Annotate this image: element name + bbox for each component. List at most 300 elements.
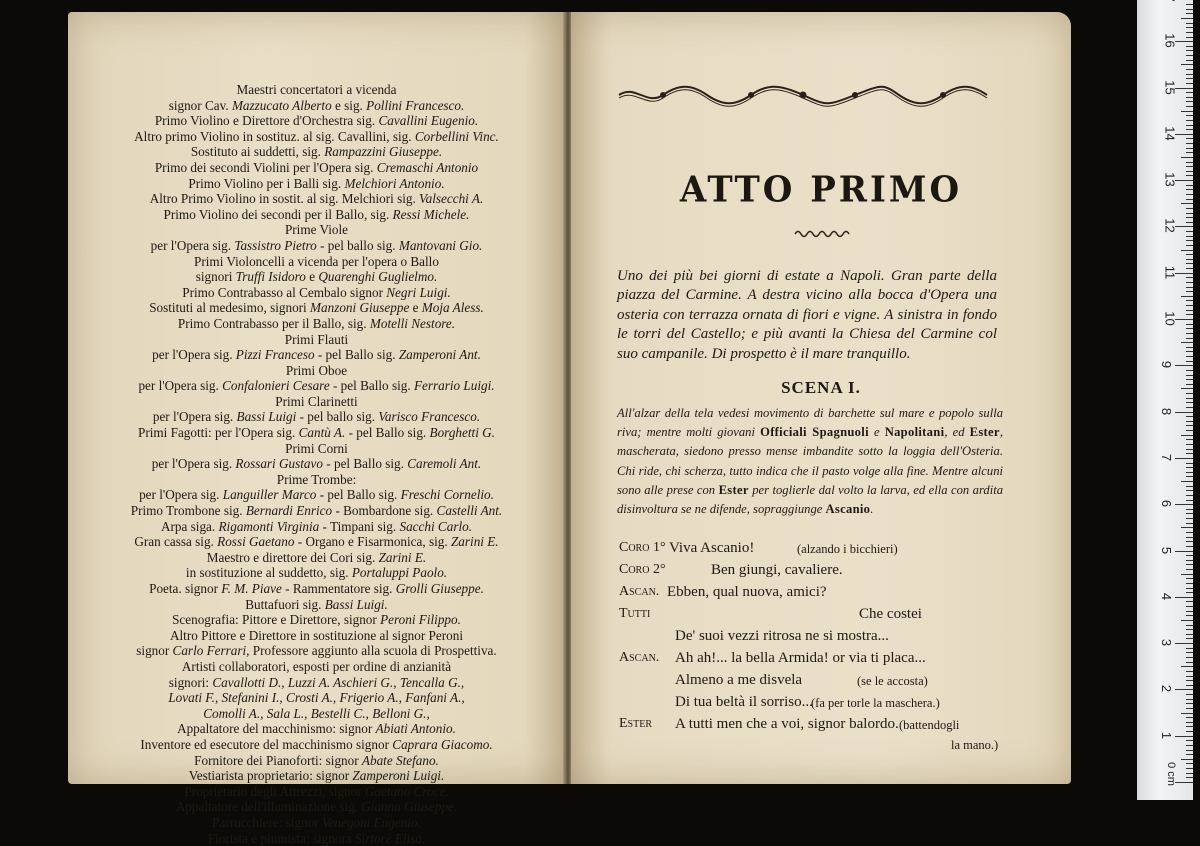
credit-text: per l'Opera sig. (152, 347, 236, 362)
ruler-tick (1186, 222, 1193, 223)
ruler-tick (1181, 574, 1193, 575)
dialogue-line (619, 716, 1019, 738)
ruler-tick (1186, 23, 1193, 24)
ruler-tick (1186, 467, 1193, 468)
speaker-name: Coro 2° (619, 562, 666, 578)
ruler-tick (1186, 115, 1193, 116)
ruler-tick (1186, 300, 1193, 301)
credit-name: Pollini Francesco. (366, 98, 464, 113)
scene-description: Uno dei più bei giorni di estate a Napoli. Gran parte della piazza del Carmine. A destra vicino alla bocca d'Opera una osteria con terrazza ornata di fiori e vigne. A sinistra in fondo le torri del Castello; e più avanti la Chiesa del Carmine col suo campanile. Di prospetto è il mare tranquillo. (617, 267, 997, 364)
credit-text: Artisti collaboratori, esposti per ordine di anzianità (182, 659, 451, 674)
ruler-tick (1181, 111, 1193, 112)
dialogue-text: Almeno a me disvela (675, 672, 802, 689)
ruler-tick (1186, 537, 1193, 538)
scene-heading: SCENA I. (571, 378, 1071, 398)
ruler-tick (1186, 240, 1193, 241)
credit-line (68, 690, 565, 706)
ruler-tick (1175, 458, 1193, 459)
ruler-number (1163, 0, 1178, 2)
ruler-tick (1186, 541, 1193, 542)
credit-text: Primi Flauti (285, 332, 348, 347)
ruler-tick (1175, 551, 1193, 552)
ruler-tick (1186, 745, 1193, 746)
ruler-tick (1181, 759, 1193, 760)
credit-line (68, 487, 565, 503)
ruler-tick (1186, 213, 1193, 214)
credits-list (68, 82, 565, 846)
title-squiggle (793, 228, 853, 240)
ruler-tick (1186, 555, 1193, 556)
credit-name: Valsecchi A. (419, 191, 483, 206)
credit-line (68, 643, 565, 659)
credit-name: Languiller Marco (223, 487, 317, 502)
dialogue-text: Ah ah!... la bella Armida! or via ti placa... (675, 650, 926, 667)
credit-text: Altro Primo Violino in sostit. al sig. Melchiori sig. (150, 191, 419, 206)
ruler-number: 3 (1159, 639, 1174, 646)
ruler-tick (1181, 203, 1193, 204)
ruler-tick (1175, 597, 1193, 598)
credit-text: - pel Ballo sig. (315, 347, 399, 362)
credit-line (68, 82, 565, 98)
credit-line (68, 799, 565, 815)
credit-name: Tassistro Pietro (234, 238, 316, 253)
dialogue-text: Viva Ascanio! (669, 540, 754, 557)
ruler-tick (1186, 476, 1193, 477)
credit-text: Sostituto ai suddetti, sig. (191, 144, 324, 159)
ruler-tick (1186, 152, 1193, 153)
ruler-tick (1186, 606, 1193, 607)
ruler-tick (1186, 379, 1193, 380)
speaker-name: Coro 1° (619, 540, 666, 556)
credit-name: Cavallotti D., Luzzi A. Aschieri G., Tencalla G., (212, 675, 464, 690)
ruler-tick (1186, 217, 1193, 218)
credit-name: Bassi Luigi. (325, 597, 388, 612)
credit-name: Motelli Nestore. (370, 316, 455, 331)
ruler-tick (1181, 666, 1193, 667)
credit-text: signori: (169, 675, 213, 690)
ruler-tick (1175, 782, 1193, 783)
right-page (571, 12, 1071, 784)
ruler-tick (1186, 393, 1193, 394)
ruler-tick (1186, 9, 1193, 10)
ruler-tick (1186, 564, 1193, 565)
ruler-tick (1186, 277, 1193, 278)
credit-line (68, 207, 565, 223)
character-name: Ascanio (825, 502, 870, 516)
credit-text: per l'Opera sig. (151, 238, 235, 253)
credit-name: Zamperoni Luigi. (352, 768, 444, 783)
dialogue-direction: (alzando i bicchieri) (797, 542, 898, 557)
dialogue-text: De' suoi vezzi ritrosa ne si mostra... (675, 628, 889, 645)
ruler-tick (1186, 439, 1193, 440)
ruler-tick (1181, 296, 1193, 297)
stage-text: , ed (944, 425, 969, 439)
credit-text: in sostituzione al suddetto, sig. (186, 565, 352, 580)
ruler-tick (1186, 611, 1193, 612)
ruler-tick (1186, 259, 1193, 260)
credit-line (68, 784, 565, 800)
ruler-number: 12 (1163, 219, 1178, 233)
credit-name: Sirtorè Elisa. (355, 831, 425, 846)
credit-line (68, 519, 565, 535)
ruler-tick (1186, 726, 1193, 727)
ruler-tick (1186, 194, 1193, 195)
credit-text: Primo Trombone sig. (131, 503, 246, 518)
ruler-tick (1186, 560, 1193, 561)
dialogue-line (619, 584, 1019, 606)
ruler-tick (1181, 342, 1193, 343)
credit-line (68, 394, 565, 410)
ruler-tick (1186, 351, 1193, 352)
ruler-tick (1186, 13, 1193, 14)
ruler-tick (1186, 305, 1193, 306)
credit-line (68, 815, 565, 831)
credit-name: Lovati F., Stefanini I., Crosti A., Frigerio A., Fanfani A., (168, 690, 464, 705)
credit-text: - pel Ballo sig. (330, 378, 414, 393)
ruler-tick (1186, 236, 1193, 237)
ruler-tick (1186, 629, 1193, 630)
credit-name: Quarenghi Guglielmo. (318, 269, 437, 284)
credit-text: Maestri concertatori a vicenda (236, 82, 396, 97)
credit-line (68, 768, 565, 784)
ruler-tick (1186, 652, 1193, 653)
ruler-tick (1186, 324, 1193, 325)
credit-line (68, 409, 565, 425)
ruler-tick (1186, 763, 1193, 764)
ruler-tick (1186, 685, 1193, 686)
credit-name: Rigamonti Virginia (219, 519, 320, 534)
ruler-tick (1186, 425, 1193, 426)
ruler-tick (1186, 370, 1193, 371)
ruler-tick (1186, 569, 1193, 570)
ruler-tick (1186, 546, 1193, 547)
credit-name: Freschi Cornelio. (401, 487, 494, 502)
credit-name: Gianna Giuseppe. (361, 799, 457, 814)
ruler-tick (1186, 777, 1193, 778)
credit-line (68, 129, 565, 145)
credit-name: Caremoli Ant. (407, 456, 481, 471)
dialogue-direction: la mano.) (951, 738, 998, 753)
dialogue-text: Che costei (859, 606, 922, 623)
ruler-tick (1186, 449, 1193, 450)
dialogue-line (619, 694, 1019, 716)
ruler-tick (1186, 166, 1193, 167)
ruler-tick (1186, 138, 1193, 139)
credit-text: Altro Pittore e Direttore in sostituzione al signor Peroni (170, 628, 463, 643)
ruler-tick (1186, 513, 1193, 514)
ruler-tick (1186, 125, 1193, 126)
credit-name: Bassi Luigi (237, 409, 297, 424)
ruler-number: 11 (1162, 265, 1177, 279)
left-page (68, 12, 565, 784)
ruler-tick (1186, 615, 1193, 616)
ruler-tick (1186, 314, 1193, 315)
credit-text: - Rammentatore sig. (282, 581, 396, 596)
ruler-tick (1186, 731, 1193, 732)
credit-text: Buttafuori sig. (245, 597, 325, 612)
credit-name: Zarini E. (379, 550, 427, 565)
credit-name: Zamperoni Ant. (399, 347, 481, 362)
credit-text: a (206, 519, 212, 534)
ruler-tick (1181, 527, 1193, 528)
ruler-tick (1186, 657, 1193, 658)
credit-text: Vestiarista proprietario: signor (189, 768, 353, 783)
credit-name: Ferrario Luigi. (414, 378, 495, 393)
ruler-tick (1186, 384, 1193, 385)
ruler-number: 8 (1159, 407, 1174, 414)
credit-line (68, 456, 565, 472)
ruler-tick (1186, 416, 1193, 417)
ruler-tick (1186, 375, 1193, 376)
ruler-tick (1186, 287, 1193, 288)
ruler-tick (1186, 143, 1193, 144)
dialogue-line (619, 540, 1019, 562)
ruler-tick (1186, 648, 1193, 649)
credit-text: signor (136, 643, 172, 658)
ruler-tick (1186, 69, 1193, 70)
credit-name: Gaetano Croce. (365, 784, 449, 799)
ruler-tick (1186, 518, 1193, 519)
credit-text: - pel ballo sig. (317, 238, 399, 253)
ruler-tick (1186, 46, 1193, 47)
credit-text: per l'Opera sig. (153, 409, 237, 424)
credit-text: Primi Fagotti: per l'Opera sig. (138, 425, 299, 440)
ruler-tick (1186, 430, 1193, 431)
credit-text: per l'Opera sig. (138, 378, 222, 393)
ruler-tick (1175, 412, 1193, 413)
credit-line (68, 222, 565, 238)
ruler-tick (1175, 643, 1193, 644)
credit-name: Peroni Filippo. (380, 612, 461, 627)
ruler-tick (1181, 64, 1193, 65)
credit-name: Comolli A., Sala L., Bestelli C., Belloni G., (203, 706, 430, 721)
character-name: Ester (719, 483, 749, 497)
ruler-tick (1186, 398, 1193, 399)
character-name: Officiali Spagnuoli (760, 425, 869, 439)
ruler-tick (1186, 578, 1193, 579)
credit-text: . (212, 519, 219, 534)
speaker-name: Tutti (619, 606, 650, 622)
ruler-tick (1186, 175, 1193, 176)
credit-text: - pel ballo sig. (296, 409, 378, 424)
ruler-tick (1175, 504, 1193, 505)
credit-line (68, 706, 565, 722)
credit-text: Primi Violoncelli a vicenda per l'opera o Ballo (194, 254, 439, 269)
ruler-tick (1186, 676, 1193, 677)
dialogue-direction: (battendogli (899, 718, 959, 733)
credit-name: Cremaschi Antonio (377, 160, 478, 175)
ruler-tick (1186, 694, 1193, 695)
credit-line (68, 597, 565, 613)
ruler-tick (1186, 722, 1193, 723)
ruler-number: 9 (1159, 361, 1174, 368)
credit-name: Confalonieri Cesare (222, 378, 330, 393)
ruler-tick (1186, 60, 1193, 61)
credit-name: Portaluppi Paolo. (352, 565, 447, 580)
ruler-tick (1186, 328, 1193, 329)
credit-text: - pel Ballo sig. (323, 456, 407, 471)
ruler-tick (1186, 333, 1193, 334)
credit-line (68, 503, 565, 519)
dialogue-line (619, 672, 1019, 694)
ruler-number: 16 (1163, 33, 1178, 47)
ruler-tick (1186, 78, 1193, 79)
ruler-tick (1186, 402, 1193, 403)
ruler-tick (1186, 625, 1193, 626)
ruler-tick (1186, 638, 1193, 639)
ruler-tick (1186, 268, 1193, 269)
credit-line (68, 144, 565, 160)
credit-text: Primo Violino dei secondi per il Ballo, sig. (164, 207, 393, 222)
ruler-tick (1186, 291, 1193, 292)
stage-text: per toglierle dal volto la larva, ed ella con ardita disinvoltura se ne difende, sopraggiunge (617, 483, 1003, 516)
ruler-tick (1186, 662, 1193, 663)
ruler-tick (1186, 601, 1193, 602)
credit-name: Pizzi Franceso (236, 347, 315, 362)
credit-text: Primo Violino e Direttore d'Orchestra sig. (155, 113, 379, 128)
credit-text: Arpa sig (161, 519, 206, 534)
ruler-tick (1186, 282, 1193, 283)
ruler-number: 4 (1159, 593, 1174, 600)
credit-text: Prime Viole (285, 222, 348, 237)
credit-line (68, 238, 565, 254)
ruler-number: 5 (1159, 546, 1174, 553)
ruler-tick (1186, 634, 1193, 635)
ruler-tick (1186, 148, 1193, 149)
stage-direction (617, 404, 1003, 519)
ruler-tick (1186, 254, 1193, 255)
credit-text: - pel Ballo sig. (345, 425, 429, 440)
credit-text: e (306, 269, 318, 284)
credit-name: Melchiori Antonio. (345, 176, 445, 191)
stage-text: . (870, 502, 873, 516)
credit-text: Primo Contrabasso per il Ballo, sig. (178, 316, 370, 331)
credit-line (68, 160, 565, 176)
ruler-tick (1186, 27, 1193, 28)
ruler-tick (1186, 310, 1193, 311)
ruler-tick (1181, 435, 1193, 436)
credit-name: Truffi Isidoro (236, 269, 306, 284)
credit-text: Primi Clarinetti (275, 394, 357, 409)
credit-name: Caprara Giacomo. (392, 737, 492, 752)
header-ornament (615, 82, 991, 108)
ruler-tick (1186, 361, 1193, 362)
measuring-ruler (1137, 0, 1193, 800)
credit-line (68, 254, 565, 270)
credit-name: F. M. Piave (221, 581, 282, 596)
credit-name: Sacchi Carlo. (399, 519, 472, 534)
ruler-tick (1186, 347, 1193, 348)
ruler-tick (1186, 356, 1193, 357)
credit-text: per l'Opera sig. (139, 487, 223, 502)
ruler-tick (1186, 463, 1193, 464)
credit-line (68, 534, 565, 550)
credit-name: Carlo Ferrari, (173, 643, 250, 658)
ruler-tick (1186, 231, 1193, 232)
dialogue-line (619, 562, 1019, 584)
ruler-unit: 0 cm (1165, 762, 1177, 786)
credit-text: Inventore ed esecutore del macchinismo signor (140, 737, 392, 752)
credit-line (68, 737, 565, 753)
speaker-name: Ascan. (619, 650, 659, 666)
dialogue-line (619, 606, 1019, 628)
dialogue-text: Ebben, qual nuova, amici? (667, 584, 827, 601)
credit-text: e sig. (332, 98, 366, 113)
credit-text: Primo Contrabasso al Cembalo signor (182, 285, 386, 300)
credit-name: Abiati Antonio. (376, 721, 456, 736)
credit-text: signori (196, 269, 236, 284)
credit-name: Zarini E. (451, 534, 499, 549)
ruler-tick (1186, 444, 1193, 445)
credit-name: Varisco Francesco. (378, 409, 480, 424)
ruler-tick (1181, 250, 1193, 251)
credit-line (68, 441, 565, 457)
credit-line (68, 472, 565, 488)
ruler-number: 10 (1163, 311, 1178, 325)
credit-line (68, 191, 565, 207)
ruler-tick (1186, 509, 1193, 510)
ruler-tick (1175, 689, 1193, 690)
character-name: Ester (970, 425, 1000, 439)
ruler-tick (1186, 55, 1193, 56)
ruler-tick (1186, 532, 1193, 533)
credit-line (68, 628, 565, 644)
credit-line (68, 831, 565, 846)
ruler-number: 15 (1163, 80, 1178, 94)
credit-text: Scenografia: Pittore e Direttore, signor (172, 612, 380, 627)
credit-text: Primi Oboe (286, 363, 347, 378)
credit-line (68, 721, 565, 737)
ruler-tick (1186, 162, 1193, 163)
ruler-tick (1181, 388, 1193, 389)
credit-line (68, 98, 565, 114)
ruler-tick (1186, 671, 1193, 672)
ruler-tick (1186, 486, 1193, 487)
ruler-tick (1181, 18, 1193, 19)
credit-name: Abate Stefano. (362, 753, 439, 768)
credit-line (68, 269, 565, 285)
ruler-tick (1186, 453, 1193, 454)
dialogue-line (619, 736, 1019, 758)
ruler-tick (1186, 74, 1193, 75)
credit-line (68, 753, 565, 769)
credit-line (68, 285, 565, 301)
credit-text: Primo Violino per i Balli sig. (188, 176, 344, 191)
credit-text: e (409, 300, 421, 315)
ruler-tick (1186, 245, 1193, 246)
credit-line (68, 363, 565, 379)
credit-name: Cavallini Eugenio. (379, 113, 479, 128)
speaker-name: Ester (619, 716, 652, 732)
credit-text: Appaltatore del macchinismo: signor (177, 721, 376, 736)
credit-line (68, 176, 565, 192)
ruler-tick (1186, 199, 1193, 200)
credit-text: - pel Ballo sig. (316, 487, 400, 502)
ruler-tick (1186, 37, 1193, 38)
credit-text: Gran cassa sig. (134, 534, 217, 549)
credit-name: Castelli Ant. (437, 503, 503, 518)
ruler-number: 6 (1159, 500, 1174, 507)
credit-name: Venegoni Eugenio. (322, 815, 421, 830)
ruler-tick (1186, 92, 1193, 93)
credit-text: - Timpani sig. (319, 519, 399, 534)
credit-name: Rampazzini Giuseppe. (324, 144, 442, 159)
credit-line (68, 316, 565, 332)
ruler-tick (1175, 273, 1193, 274)
ruler-tick (1186, 421, 1193, 422)
ruler-tick (1186, 120, 1193, 121)
ruler-tick (1186, 523, 1193, 524)
